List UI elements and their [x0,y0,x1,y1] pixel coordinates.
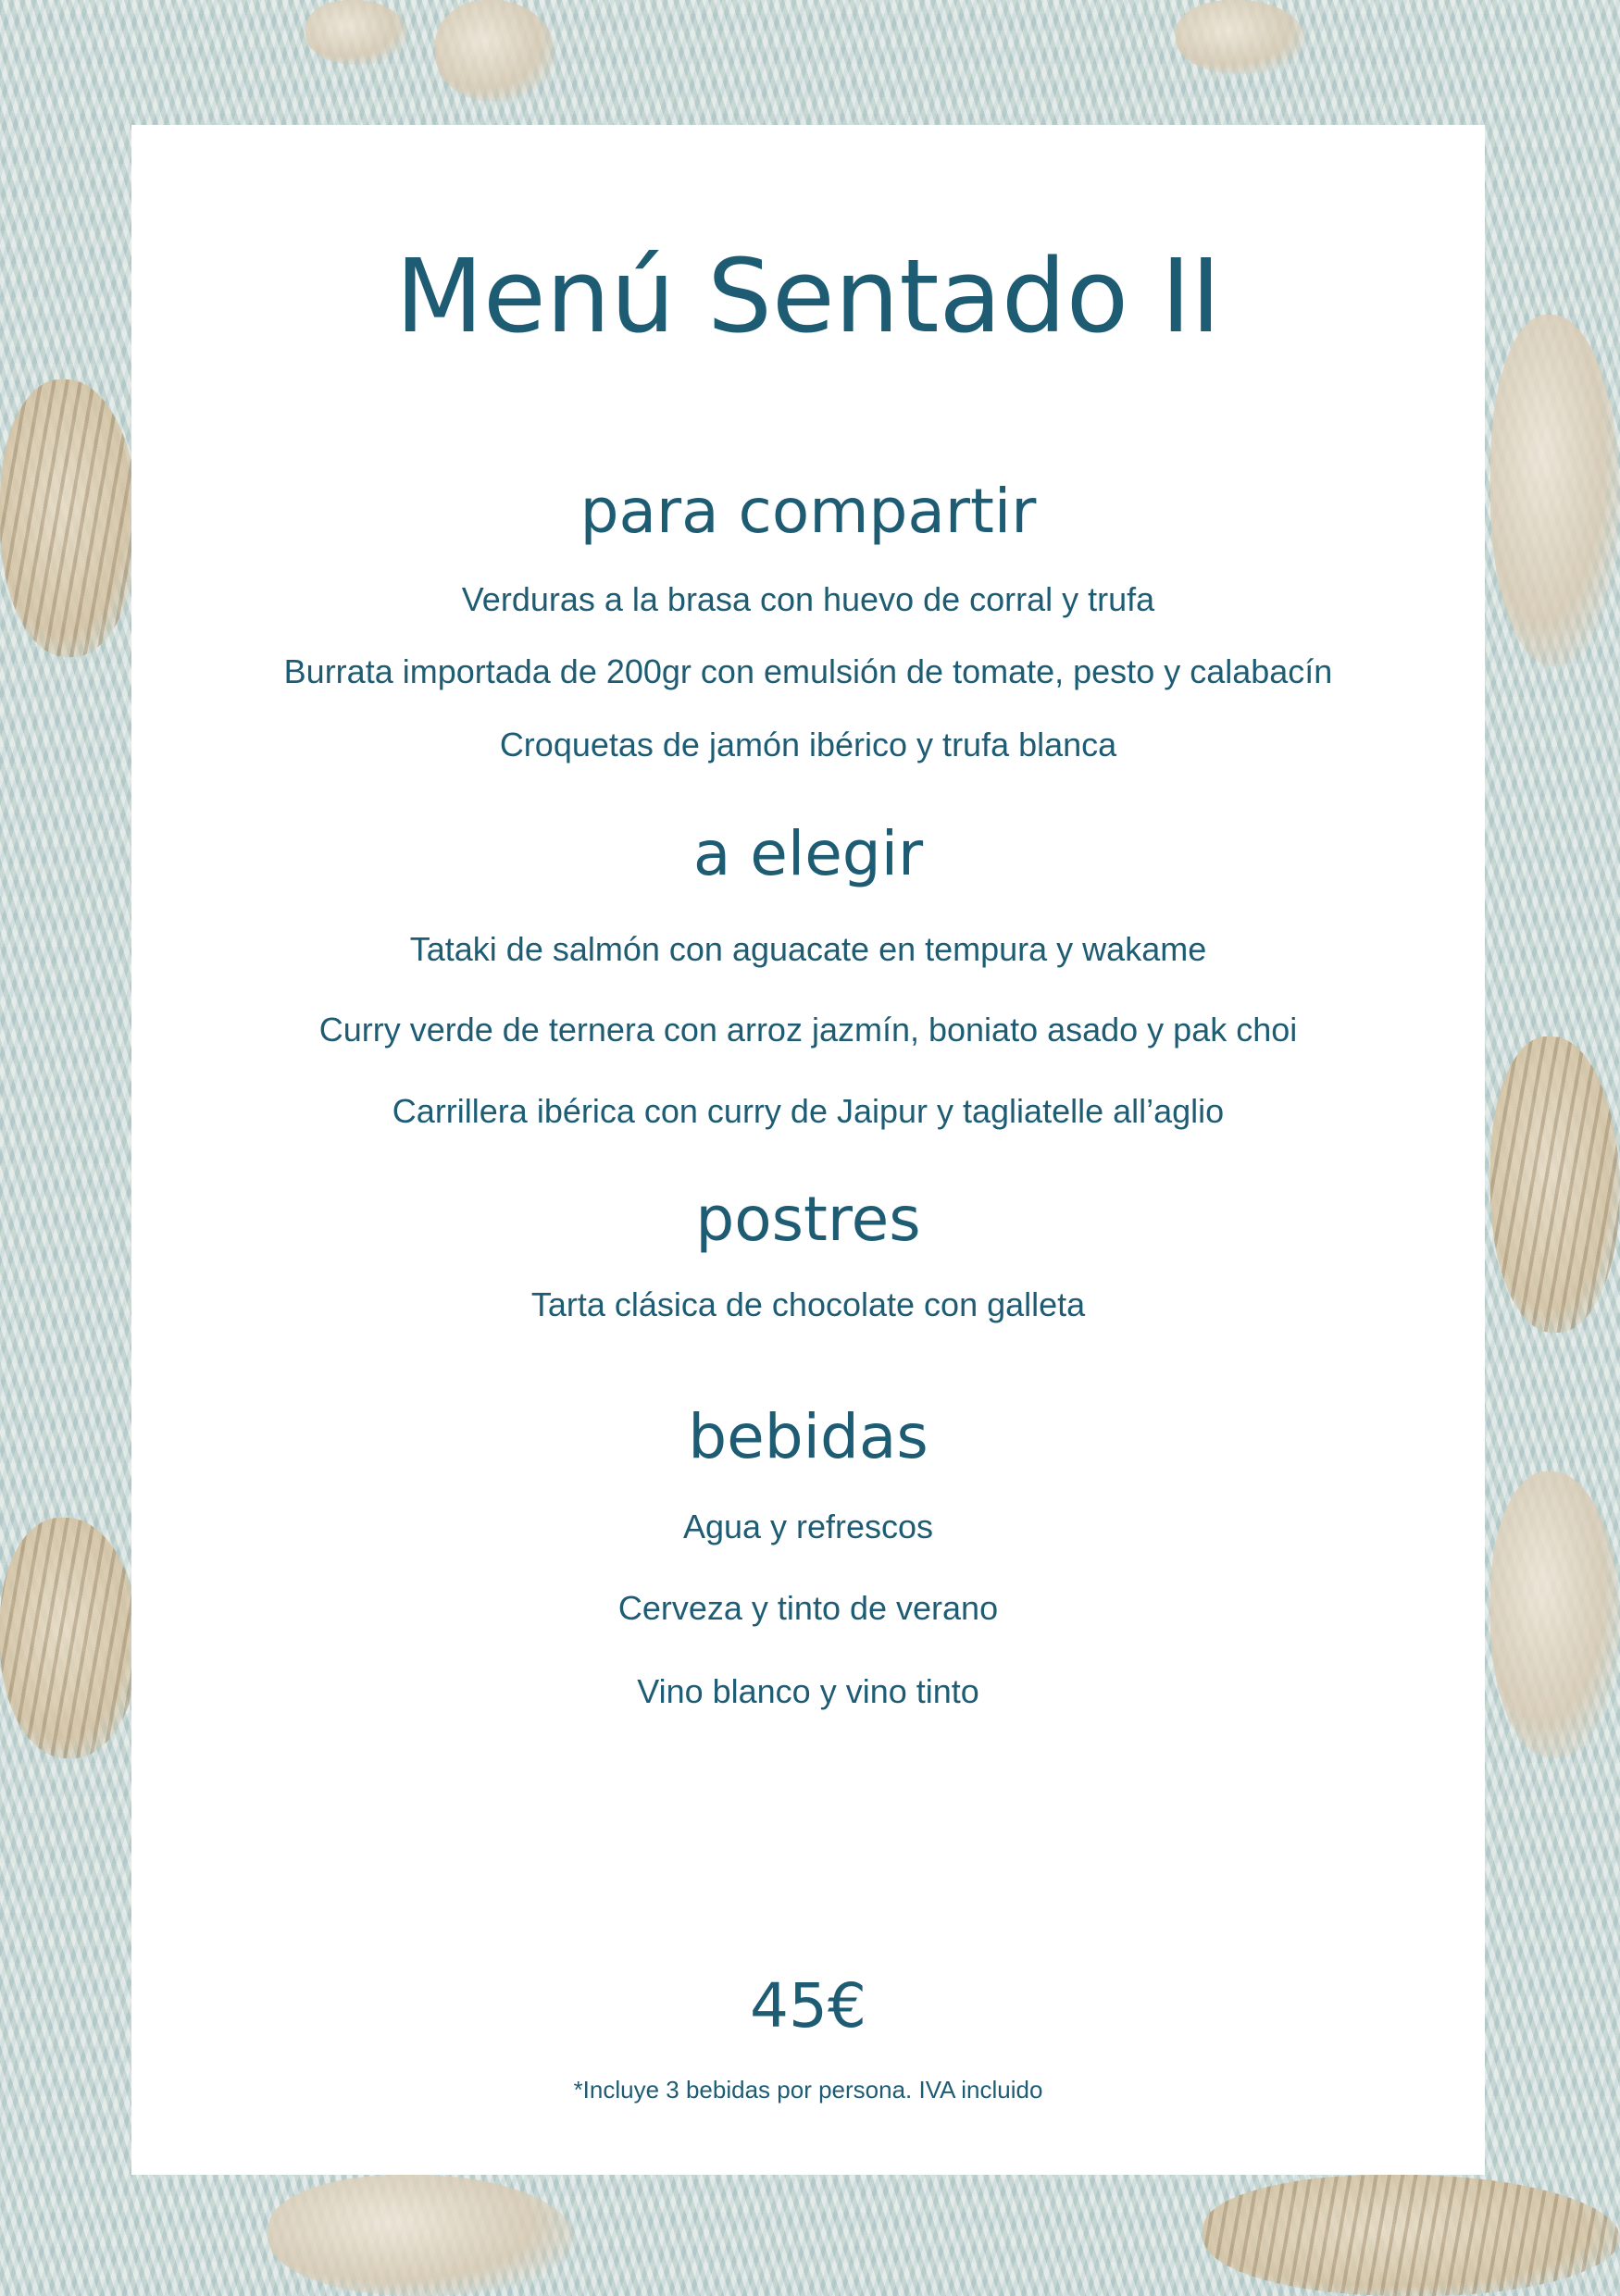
menu-item: Verduras a la brasa con huevo de corral y trufa [461,580,1155,618]
section-heading-postres: postres [695,1184,921,1255]
elephant-illustration-top-right [1176,0,1305,74]
elephant-illustration-top-left [305,0,407,65]
menu-price: 45€ [750,1970,866,2042]
elephant-illustration-top-center [435,0,555,102]
menu-item: Carrillera ibérica con curry de Jaipur y tagliatelle all’aglio [392,1092,1225,1130]
section-heading-a-elegir: a elegir [692,818,924,889]
tiger-illustration-left-upper [0,379,139,657]
menu-item: Tarta clásica de chocolate con galleta [530,1285,1086,1323]
tiger-illustration-left-lower [0,1518,139,1758]
section-heading-para-compartir: para compartir [579,476,1037,547]
elephant-illustration-right-upper [1490,315,1620,666]
section-heading-bebidas: bebidas [688,1401,928,1472]
elephant-illustration-bottom-left [268,2175,574,2296]
tiger-illustration-right-middle [1490,1036,1620,1333]
menu-item: Agua y refrescos [682,1508,934,1545]
menu-title: Menú Sentado II [395,237,1221,355]
menu-item: Cerveza y tinto de verano [617,1589,999,1627]
menu-item: Curry verde de ternera con arroz jazmín, boniato asado y pak choi [318,1011,1298,1049]
menu-card [131,125,1485,2175]
tiger-illustration-bottom-right [1203,2175,1620,2296]
menu-item: Vino blanco y vino tinto [637,1672,979,1710]
menu-item: Burrata importada de 200gr con emulsión de tomate, pesto y calabacín [283,652,1333,690]
elephant-illustration-right-lower [1490,1471,1620,1758]
menu-item: Tataki de salmón con aguacate en tempura y wakame [409,930,1207,968]
menu-item: Croquetas de jamón ibérico y trufa blanca [499,726,1117,763]
price-footnote: *Incluye 3 bebidas por persona. IVA incluido [573,2076,1043,2104]
